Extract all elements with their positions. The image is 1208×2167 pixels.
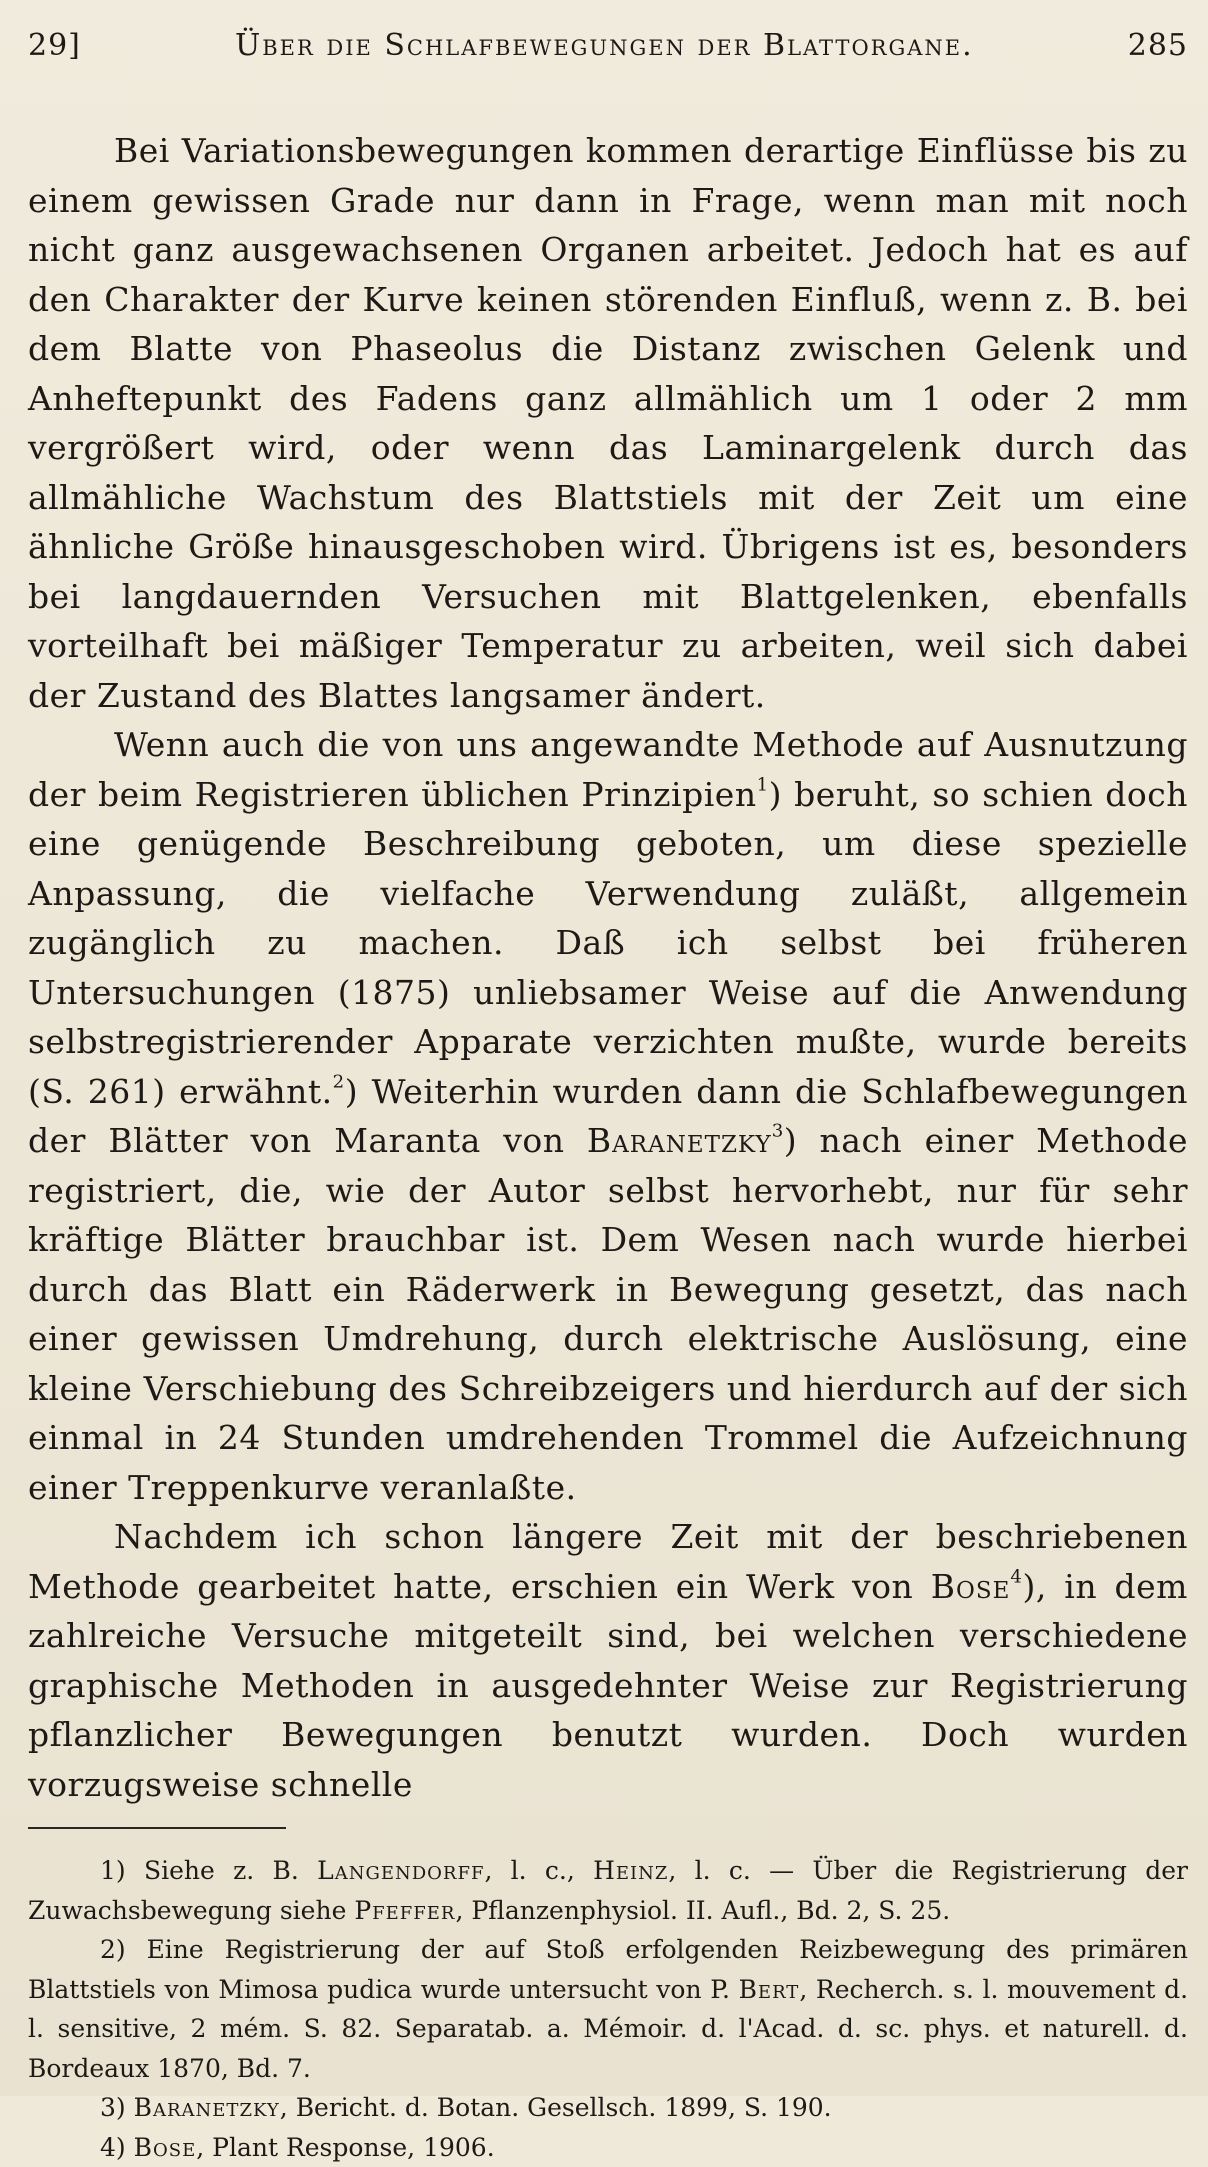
author-name: Baranetzky xyxy=(134,2093,280,2122)
footnote-ref-4[interactable]: 4 xyxy=(1010,1566,1022,1587)
footnote-text: Eine Registrierung der auf Stoß erfolgenden Reizbewegung des primären Blattstiels von Mimosa pudica wurde untersucht von P. xyxy=(28,1935,1188,2004)
footnote-number: 3) xyxy=(100,2093,126,2122)
footnote-text: , Recherch. s. l. mouvement d. l. sensitive, 2 mém. S. 82. Separatab. a. Mémoir. d. l'Acad. d. sc. phys. et naturell. d. Bordeaux 1870, Bd. 7. xyxy=(28,1975,1188,2083)
paragraph-2-text-c: ) Weiterhin wurden dann die Schlafbewegungen der Blätter von Maranta von xyxy=(28,1072,1188,1161)
footnotes xyxy=(28,1851,1188,2167)
footnote-number: 2) xyxy=(100,1935,126,1964)
author-name: Pfeffer xyxy=(354,1896,455,1925)
paragraph-1 xyxy=(28,126,1188,720)
section-number: 29] xyxy=(28,28,81,63)
footnote-number: 1) xyxy=(100,1856,126,1885)
footnote-text: , Pflanzenphysiol. II. Aufl., Bd. 2, S. 25. xyxy=(455,1896,950,1925)
page-number: 285 xyxy=(1128,28,1188,63)
paragraph-2 xyxy=(28,720,1188,1512)
footnote-3 xyxy=(28,2088,1188,2128)
author-name: Bert xyxy=(739,1975,800,2004)
footnote-ref-2[interactable]: 2 xyxy=(333,1071,345,1092)
footnote-divider xyxy=(28,1827,286,1829)
footnote-ref-1[interactable]: 1 xyxy=(757,774,769,795)
footnote-1 xyxy=(28,1851,1188,1930)
paragraph-2-text-a: Wenn auch die von uns angewandte Methode auf Ausnutzung der beim Registrieren üblichen Prinzipien xyxy=(28,725,1188,814)
paragraph-3-text-b: ), in dem zahlreiche Versuche mitgeteilt sind, bei welchen verschiedene graphische Methoden in ausgedehnter Weise zur Registrierung pflanzlicher Bewegungen benutzt wurden. Doch wurden vorzugsweise schnelle xyxy=(28,1567,1188,1804)
footnote-2 xyxy=(28,1930,1188,2088)
footnote-text: , l. c., xyxy=(484,1856,574,1885)
footnote-text: Siehe z. B. xyxy=(144,1856,299,1885)
paragraph-2-text-b: ) beruht, so schien doch eine genügende Beschreibung geboten, um diese spezielle Anpassung, die vielfache Verwendung zuläßt, allgemein zugänglich zu machen. Daß ich selbst bei früheren Untersuchungen (1875) unliebsamer Weise auf die Anwendung selbstregistrierender Apparate verzichten mußte, wurde bereits (S. 261) erwähnt. xyxy=(28,775,1188,1111)
author-name: Bose xyxy=(134,2133,197,2162)
author-name: Heinz xyxy=(593,1856,668,1885)
paragraph-2-text-d: ) nach einer Methode registriert, die, wie der Autor selbst hervorhebt, nur für sehr kräftige Blätter brauchbar ist. Dem Wesen nach wurde hierbei durch das Blatt ein Räderwerk in Bewegung gesetzt, das nach einer gewissen Umdrehung, durch elektrische Auslösung, eine kleine Verschiebung des Schreibzeigers und hierdurch auf der sich einmal in 24 Stunden umdrehenden Trommel die Aufzeichnung einer Treppenkurve veranlaßte. xyxy=(28,1121,1188,1507)
footnote-ref-3[interactable]: 3 xyxy=(772,1121,784,1142)
running-header xyxy=(28,28,1188,82)
author-name: Bose xyxy=(931,1567,1011,1606)
paragraph-1-text: Bei Variationsbewegungen kommen derartige Einflüsse bis zu einem gewissen Grade nur dann in Frage, wenn man mit noch nicht ganz ausgewachsenen Organen arbeitet. Jedoch hat es auf den Charakter der Kurve keinen störenden Einfluß, wenn z. B. bei dem Blatte von Phaseolus die Distanz zwischen Gelenk und Anheftepunkt des Fadens ganz allmählich um 1 oder 2 mm vergrößert wird, oder wenn das Laminargelenk durch das allmähliche Wachstum des Blattstiels mit der Zeit um eine ähnliche Größe hinausgeschoben wird. Übrigens ist es, besonders bei langdauernden Versuchen mit Blattgelenken, ebenfalls vorteilhaft bei mäßiger Temperatur zu arbeiten, weil sich dabei der Zustand des Blattes langsamer ändert. xyxy=(28,131,1188,715)
footnote-number: 4) xyxy=(100,2133,126,2162)
footnote-4 xyxy=(28,2128,1188,2167)
paragraph-3-text-a: Nachdem ich schon längere Zeit mit der beschriebenen Methode gearbeitet hatte, erschien ein Werk von xyxy=(28,1517,1188,1606)
footnote-text: , Plant Response, 1906. xyxy=(196,2133,494,2162)
footnote-text: , Bericht. d. Botan. Gesellsch. 1899, S. 190. xyxy=(280,2093,832,2122)
main-text xyxy=(28,126,1188,1809)
running-title: Über die Schlafbewegungen der Blattorgane. xyxy=(235,28,974,63)
footnote-text: , l. c. — Über die Registrierung der Zuwachsbewegung siehe xyxy=(28,1856,1188,1925)
author-name: Baranetzky xyxy=(587,1121,772,1160)
paragraph-3 xyxy=(28,1512,1188,1809)
author-name: Langendorff xyxy=(317,1856,484,1885)
